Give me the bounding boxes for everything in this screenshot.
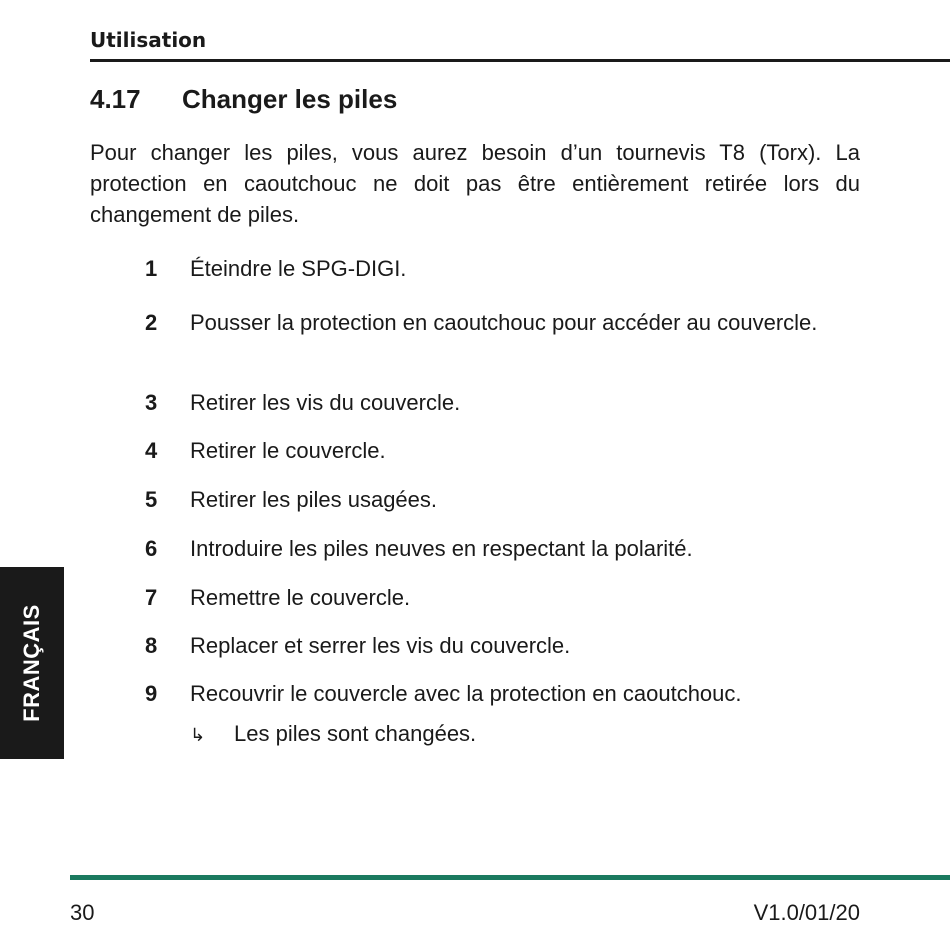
section-number: 4.17: [90, 84, 141, 114]
step-item: [145, 307, 860, 338]
step-item: [145, 253, 860, 284]
step-number: 8: [145, 633, 158, 658]
step-text: Retirer les vis du couvercle.: [190, 390, 461, 415]
step-item: [145, 484, 860, 515]
step-text: Éteindre le SPG-DIGI.: [190, 256, 407, 281]
step-item: [145, 630, 860, 661]
step-text: Pousser la protection en caoutchouc pour accéder au couvercle.: [190, 310, 818, 335]
step-number: 1: [145, 256, 158, 281]
step-result: [190, 718, 476, 751]
step-item: [145, 387, 860, 418]
step-text: Introduire les piles neuves en respectant la polarité.: [190, 536, 693, 561]
step-text: Remettre le couvercle.: [190, 585, 411, 610]
result-arrow-icon: ↳: [190, 725, 206, 745]
step-number: 2: [145, 310, 158, 335]
step-number: 9: [145, 681, 158, 706]
step-item: [145, 678, 860, 709]
header-rule: [90, 59, 950, 62]
step-item: [145, 582, 860, 613]
version-label: V1.0/01/20: [753, 900, 860, 925]
intro-paragraph: Pour changer les piles, vous aurez besoin d’un tournevis T8 (Torx). La protection en caoutchouc ne doit pas être entièrement retirée lors du changement de piles.: [90, 140, 860, 227]
step-item: [145, 435, 860, 466]
running-header: Utilisation: [90, 28, 207, 52]
language-tab: [0, 567, 64, 759]
step-number: 5: [145, 487, 158, 512]
page-number: 30: [70, 900, 95, 925]
section-heading: [90, 84, 397, 115]
step-number: 4: [145, 438, 158, 463]
footer-rule: [70, 875, 950, 880]
section-title: Changer les piles: [182, 84, 398, 114]
step-text: Recouvrir le couvercle avec la protection en caoutchouc.: [190, 681, 742, 706]
step-number: 3: [145, 390, 158, 415]
step-number: 7: [145, 585, 158, 610]
step-number: 6: [145, 536, 158, 561]
result-text: Les piles sont changées.: [234, 721, 477, 746]
step-item: [145, 533, 860, 564]
step-text: Retirer le couvercle.: [190, 438, 386, 463]
step-text: Retirer les piles usagées.: [190, 487, 438, 512]
language-tab-label: FRANÇAIS: [19, 604, 44, 722]
step-text: Replacer et serrer les vis du couvercle.: [190, 633, 571, 658]
